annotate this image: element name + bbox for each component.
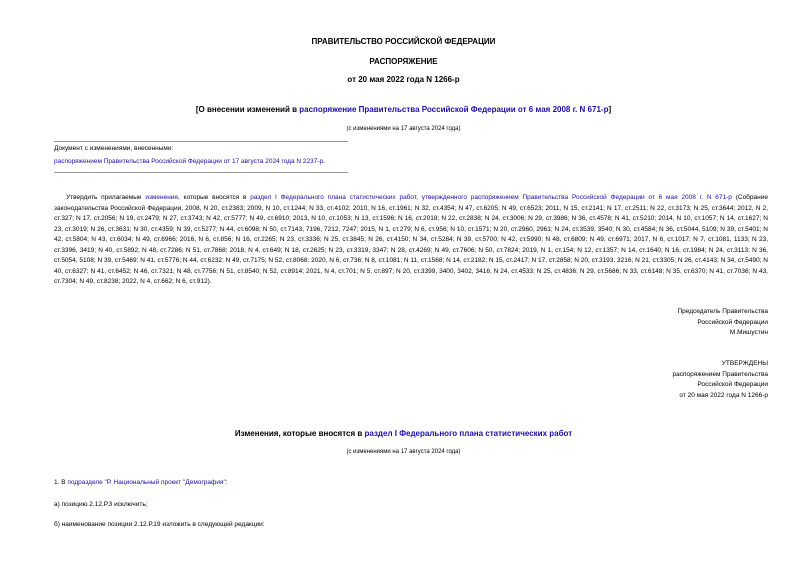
list-item-1 — [54, 479, 228, 487]
approved-line-4: от 20 мая 2022 года N 1266-р — [679, 391, 768, 399]
item1-pre: 1. В — [54, 479, 68, 486]
approved-line-2: распоряжением Правительства — [672, 370, 768, 378]
list-item-b: б) наименование позиции 2.12.Р.19 изложить в следующей редакции: — [54, 521, 265, 528]
title-open: [О внесении изменений в — [195, 105, 300, 114]
approved-block — [600, 359, 768, 401]
government-heading: ПРАВИТЕЛЬСТВО РОССИЙСКОЙ ФЕДЕРАЦИИ — [311, 37, 496, 46]
body-text-3: (Собрание законодательства Российской Федерации, 2008, N 20, ст.2383; 2009, N 10, ст.1244; N 33, ст.4102; 2010, N 16, ст.1961; N 32, ст.4354; N 47, ст.6205; N 49, ст.6523; 2011, N 15, ст.2141; N 17, ст.2511; N 22, ст.3173; N 25, ст.3644; 2012, N 2, ст.327; N 17, ст.2056; N 19, ст.2479; N 27, ст.3743; N 42, ст.5777; N 49, ст.6910; 2013, N 10, ст.1053; N 13, ст.1596; N 16, ст.2018; N 22, ст.2838; N 24, ст.3006; N 29, ст.3986; N 36, ст.4578; N 41, ст.5210; 2014, N 10, ст.1057; N 14, ст.1627; N 23, ст.3019; N 26, ст.3631; N 30, ст.4359; N 39, ст.5277; N 44, ст.6098; N 50, ст.7143, 7196, 7212, 7247; 2015, N 1, ст.279; N 6, ст.956; N 10, ст.1571; N 20, ст.2960, 2961; N 24, ст.3539, 3540; N 30, ст.4584; N 36, ст.5044, 5109; N 39, ст.5401; N 42, ст.5804; N 43, ст.6034; N 49, ст.6966; 2016, N 6, ст.856; N 16, ст.2265; N 23, ст.3336; N 25, ст.3845; N 26, ст.4150; N 34, ст.5284; N 39, ст.5700; N 42, ст.5990; N 48, ст.6809; N 49, ст.6971; 2017, N 6, ст.1017; N 7, ст.1081, 1133; N 23, ст.3396, 3419; N 40, ст.5892; N 48, ст.7286; N 51, ст.7868; 2018, N 4, ст.649; N 18, ст.2625; N 23, ст.3319, 3347; N 28, ст.4269; N 49, ст.7606; N 50, ст.7824; 2019, N 1, ст.154; N 12, ст.1357; N 14, ст.1640; N 16, ст.1984; N 24, ст.3113; N 36, ст.5054, 5108; N 39, ст.5469; N 41, ст.5776; N 44, ст.6232; N 49, ст.7175; N 52, ст.8068; 2020, N 6, ст.736; N 8, ст.1081; N 11, ст.1568; N 14, ст.2182; N 15, ст.2417; N 17, ст.2858; N 20, ст.3193, 3216; N 21, ст.3305; N 26, ст.4143; N 34, ст.5490; N 40, ст.6327; N 41, ст.6452; N 46, ст.7321; N 48, ст.7756; N 51, ст.8540; N 52, ст.8914; 2021, N 4, ст.701; N 5, ст.897; N 20, ст.3399, 3400, 3402, 3416; N 24, ст.4533; N 25, ст.4836; N 29, ст.5686; N 33, ст.6148; N 35, ст.6370; N 41, ст.7036; N 43, ст.7304; N 49, ст.8238; 2022, N 4, ст.662; N 6, ст.912). — [54, 194, 768, 285]
section-revision-note: (с изменениями на 17 августа 2024 года) — [346, 449, 461, 455]
title-link-order-671[interactable]: распоряжение Правительства Российской Федерации от 6 мая 2008 г. N 671-р — [299, 105, 609, 114]
section-title — [0, 429, 807, 439]
approved-line-1: УТВЕРЖДЕНЫ — [721, 360, 768, 367]
signature-line-1: Председатель Правительства — [677, 308, 768, 315]
document-title — [0, 105, 807, 115]
signature-line-2: Российской Федерации — [697, 318, 768, 326]
section-title-link[interactable]: раздел I Федерального плана статистических работ — [364, 429, 573, 438]
body-link-changes[interactable]: изменения — [145, 194, 178, 201]
signature-block — [620, 307, 768, 339]
doc-date-heading: от 20 мая 2022 года N 1266-р — [347, 75, 460, 84]
doc-type-heading: РАСПОРЯЖЕНИЕ — [369, 57, 438, 66]
item1-link-demography[interactable]: подразделе "Р. Национальный проект "Демография" — [67, 479, 226, 486]
body-link-plan-section[interactable]: раздел I Федерального плана статистических работ, утвержденного распоряжением Правительства Российской Федерации от 6 мая 2008 г. N 671-р — [250, 194, 732, 201]
changes-label: Документ с изменениями, внесенными: — [54, 145, 174, 152]
changes-link-2237[interactable]: распоряжением Правительства Российской Федерации от 17 августа 2024 года N 2237-р — [54, 158, 324, 166]
changes-box — [54, 141, 348, 173]
signature-line-3: М.Мишустин — [729, 329, 768, 336]
approved-line-3: Российской Федерации — [697, 381, 768, 388]
list-item-a: а) позицию 2.12.Р.3 исключить; — [54, 501, 148, 508]
body-text-2: , которые вносятся в — [177, 194, 251, 201]
title-close: ] — [608, 105, 612, 114]
item1-post: : — [225, 479, 228, 486]
section-title-pre: Изменения, которые вносятся в — [234, 429, 365, 438]
revision-note: (с изменениями на 17 августа 2024 года) — [346, 126, 461, 132]
changes-tail: . — [323, 158, 325, 166]
body-text-1: Утвердить прилагаемые — [66, 194, 146, 201]
changes-line — [54, 158, 348, 166]
main-paragraph — [54, 193, 768, 288]
